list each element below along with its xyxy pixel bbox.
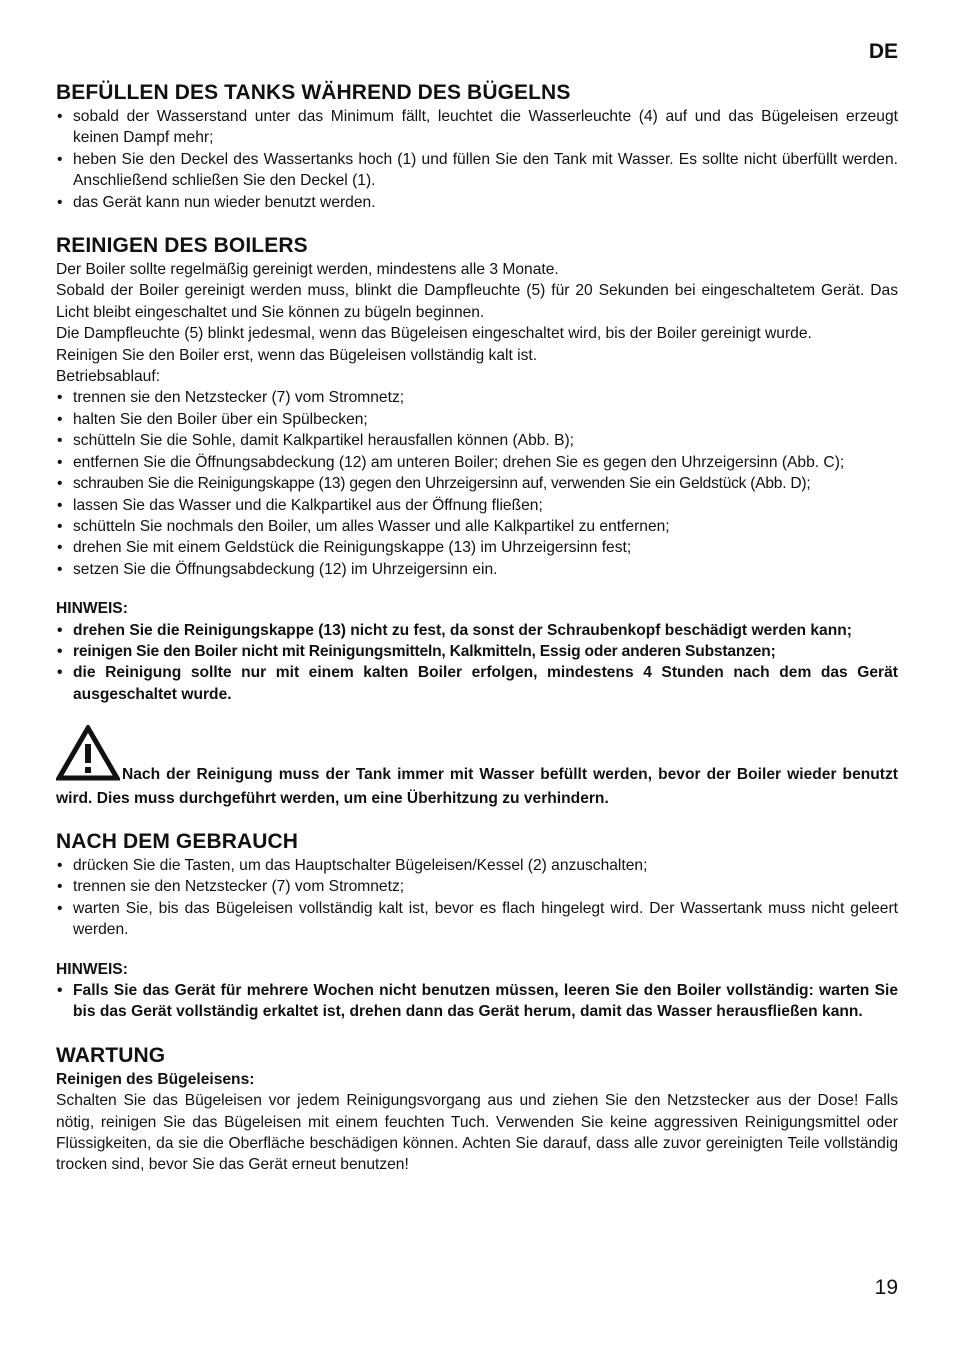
list-item: • heben Sie den Deckel des Wassertanks hoch (1) und füllen Sie den Tank mit Wasser. Es sollte nicht überfüllt werden. Anschließend schließen Sie den Deckel (1). <box>56 149 898 192</box>
list-item: • trennen sie den Netzstecker (7) vom Stromnetz; <box>56 387 898 408</box>
list-item: • drehen Sie mit einem Geldstück die Reinigungskappe (13) im Uhrzeigersinn fest; <box>56 537 898 558</box>
paragraph: Betriebsablauf: <box>56 368 161 386</box>
warning-triangle-icon <box>56 725 120 787</box>
subsection-title: Reinigen des Bügeleisens: <box>56 1070 255 1088</box>
section-title-refill: BEFÜLLEN DES TANKS WÄHREND DES BÜGELNS <box>56 81 571 104</box>
page-number: 19 <box>874 1276 898 1299</box>
paragraph: Schalten Sie das Bügeleisen vor jedem Reinigungsvorgang aus und ziehen Sie den Netzstecker aus der Dose! Falls nötig, reinigen Sie das Bügeleisen mit einem feuchten Tuch. Verwenden Sie keine aggressiven Reinigungsmittel oder Flüssigkeiten, da sie die Oberfläche beschädigen können. Achten Sie darauf, dass alle zuvor gereinigten Teile vollständig trocken sind, bevor Sie das Gerät erneut benutzen! <box>56 1092 898 1174</box>
refill-list <box>56 106 898 213</box>
section-title-boiler: REINIGEN DES BOILERS <box>56 234 308 258</box>
list-item: • drücken Sie die Tasten, um das Hauptschalter Bügeleisen/Kessel (2) anzuschalten; <box>56 855 898 876</box>
list-item: • warten Sie, bis das Bügeleisen vollständig kalt ist, bevor es flach hingelegt wird. Der Wassertank muss nicht geleert werden. <box>56 898 898 941</box>
language-code: DE <box>868 40 898 63</box>
list-item: • entfernen Sie die Öffnungsabdeckung (12) am unteren Boiler; drehen Sie es gegen den Uhrzeigersinn (Abb. C); <box>56 452 898 473</box>
list-item: • trennen sie den Netzstecker (7) vom Stromnetz; <box>56 876 898 897</box>
paragraph: Die Dampfleuchte (5) blinkt jedesmal, wenn das Bügeleisen eingeschaltet wird, bis der Boiler gereinigt wurde. <box>56 325 812 343</box>
list-item: • lassen Sie das Wasser und die Kalkpartikel aus der Öffnung fließen; <box>56 495 898 516</box>
list-item: • schütteln Sie die Sohle, damit Kalkpartikel herausfallen können (Abb. B); <box>56 430 898 451</box>
page-content <box>56 80 898 1176</box>
warning-block <box>56 725 898 809</box>
list-item: • die Reinigung sollte nur mit einem kalten Boiler erfolgen, mindestens 4 Stunden nach dem das Gerät ausgeschaltet wurde. <box>56 662 898 705</box>
paragraph: Der Boiler sollte regelmäßig gereinigt werden, mindestens alle 3 Monate. <box>56 261 559 279</box>
paragraph: Reinigen Sie den Boiler erst, wenn das Bügeleisen vollständig kalt ist. <box>56 346 538 364</box>
paragraph: Sobald der Boiler gereinigt werden muss, blinkt die Dampfleuchte (5) für 20 Sekunden bei eingeschaltetem Gerät. Das Licht bleibt eingeschaltet und Sie können zu bügeln beginnen. <box>56 282 898 321</box>
list-item: • sobald der Wasserstand unter das Minimum fällt, leuchtet die Wasserleuchte (4) auf und das Bügeleisen erzeugt keinen Dampf mehr; <box>56 106 898 149</box>
boiler-steps-list <box>56 387 898 580</box>
list-item: • setzen Sie die Öffnungsabdeckung (12) im Uhrzeigersinn ein. <box>56 559 898 580</box>
boiler-notes-list <box>56 620 898 706</box>
list-item: • Falls Sie das Gerät für mehrere Wochen nicht benutzen müssen, leeren Sie den Boiler vollständig: warten Sie bis das Gerät vollständig erkaltet ist, drehen dann das Gerät herum, damit das Wasser herausfließen kann. <box>56 980 898 1023</box>
section-title-maintenance: WARTUNG <box>56 1043 166 1067</box>
list-item: • das Gerät kann nun wieder benutzt werden. <box>56 192 898 213</box>
section-title-after-use: NACH DEM GEBRAUCH <box>56 829 299 853</box>
after-use-list <box>56 855 898 941</box>
list-item: • drehen Sie die Reinigungskappe (13) nicht zu fest, da sonst der Schraubenkopf beschädigt werden kann; <box>56 620 898 641</box>
list-item: • schrauben Sie die Reinigungskappe (13) gegen den Uhrzeigersinn auf, verwenden Sie ein Geldstück (Abb. D); <box>56 473 898 494</box>
note-title: HINWEIS: <box>56 600 128 618</box>
warning-text: Nach der Reinigung muss der Tank immer mit Wasser befüllt werden, bevor der Boiler wieder benutzt wird. Dies muss durchgeführt werden, um eine Überhitzung zu verhindern. <box>56 766 898 807</box>
note-title: HINWEIS: <box>56 960 128 978</box>
list-item: • reinigen Sie den Boiler nicht mit Reinigungsmitteln, Kalkmitteln, Essig oder anderen Substanzen; <box>56 641 898 662</box>
list-item: • schütteln Sie nochmals den Boiler, um alles Wasser und alle Kalkpartikel zu entfernen; <box>56 516 898 537</box>
list-item: • halten Sie den Boiler über ein Spülbecken; <box>56 409 898 430</box>
after-use-notes-list <box>56 980 898 1023</box>
